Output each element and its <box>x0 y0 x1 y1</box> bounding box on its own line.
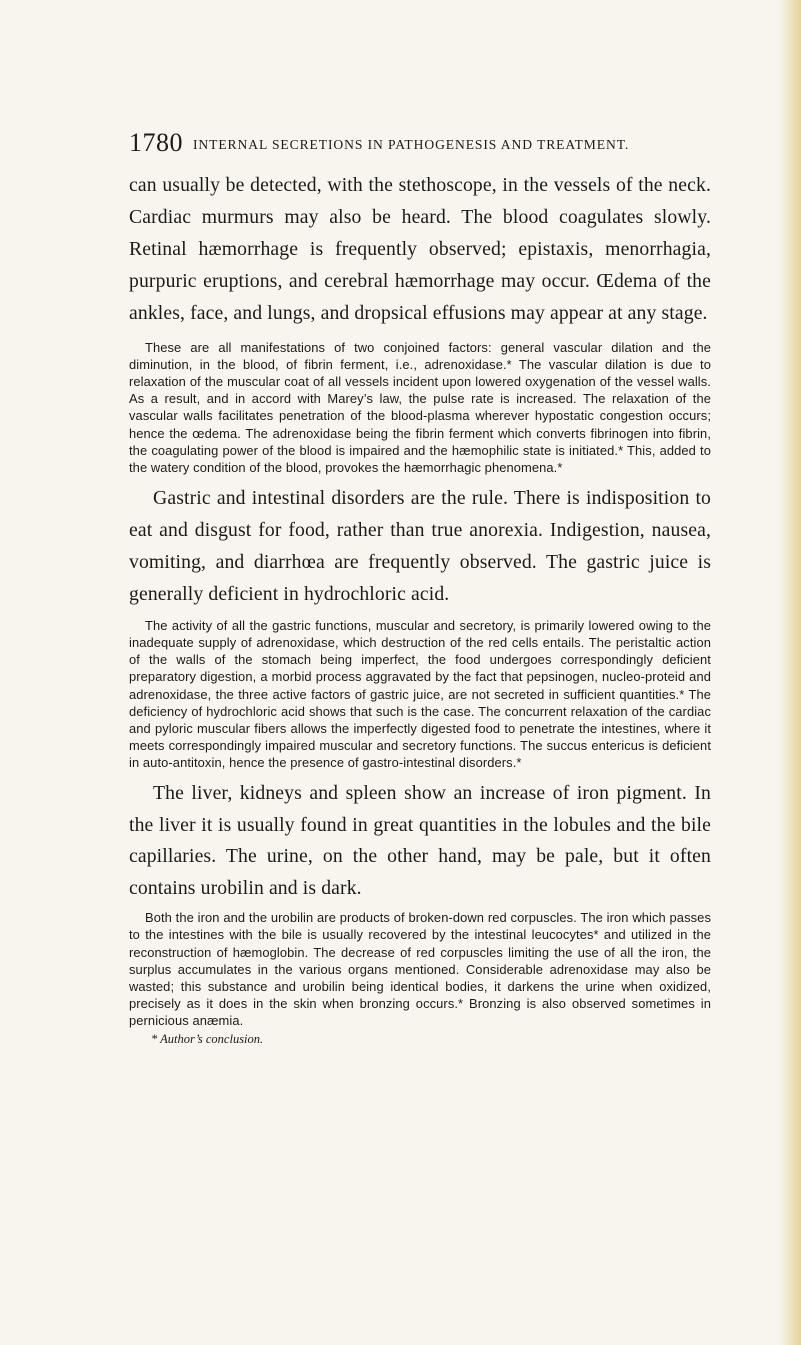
paragraph-cardiac-symptoms: can usually be detected, with the stethoscope, in the vessels of the neck. Cardiac murmurs may also be heard. The blood coagulates slowly. Retinal hæmorrhage is frequently observed; epistaxis, menorrhagia, purpuric eruptions, and cerebral hæmorrhage may occur. Œdema of the ankles, face, and lungs, and dropsical effusions may appear at any stage. <box>129 174 711 324</box>
note-iron-urobilin: Both the iron and the urobilin are products of broken-down red corpuscles. The iron which passes to the intestines with the bile is usually recovered by the intestinal leucocytes* and utilized in the reconstruction of hæmoglobin. The decrease of red corpuscles limiting the use of all the iron, the surplus accumulates in the various organs mentioned. Considerable adrenoxidase may also be wasted; this substance and urobilin being identical bodies, it darkens the urine when oxidized, precisely as it does in the skin when bronzing occurs.* Bronzing is also observed sometimes in pernicious anæmia. <box>129 910 711 1029</box>
note-vascular-dilation: These are all manifestations of two conjoined factors: general vascular dilation and the diminution, in the blood, of fibrin ferment, i.e., adrenoxidase.* The vascular dilation is due to relaxation of the muscular coat of all vessels incident upon lowered oxygenation of the vessel walls. As a result, and in accord with Marey’s law, the pulse rate is increased. The relaxation of the vascular walls facilitates penetration of the blood-plasma wherever hypostatic congestion occurs; hence the œdema. The adrenoxidase being the fibrin ferment which converts fibrinogen into fibrin, the coagulating power of the blood is impaired and the hæmophilic state is initiated.* This, added to the watery condition of the blood, provokes the hæmorrhagic phenomena.* <box>129 339 711 475</box>
page-number: 1780 <box>129 128 183 157</box>
paragraph-iron-pigment: The liver, kidneys and spleen show an increase of iron pigment. In the liver it is usually found in great quantities in the lobules and the bile capillaries. The urine, on the other hand, may be pale, but it often contains urobilin and is dark. <box>129 781 711 900</box>
running-head: INTERNAL SECRETIONS IN PATHOGENESIS AND TREATMENT. <box>193 137 630 152</box>
footnote: * Author’s conclusion. <box>151 1031 264 1046</box>
paragraph-gastric-disorders: Gastric and intestinal disorders are the rule. There is indisposition to eat and disgust for food, rather than true anorexia. Indigestion, nausea, vomiting, and diarrhœa are frequently observed. The gastric juice is generally deficient in hydrochloric acid. <box>129 487 711 605</box>
page-edge-shading <box>779 0 801 1345</box>
note-gastric-functions: The activity of all the gastric functions, muscular and secretory, is primarily lowered owing to the inadequate supply of adrenoxidase, which destruction of the red cells entails. The peristaltic action of the walls of the stomach being imperfect, the food undergoes correspondingly deficient preparatory digestion, a morbid process aggravated by the fact that pepsinogen, nucleo-proteid and adrenoxidase, the three active factors of gastric juice, are not secreted in sufficient quantities.* The deficiency of hydrochloric acid shows that such is the case. The concurrent relaxation of the cardiac and pyloric muscular fibers allows the imperfectly digested food to penetrate the intestines, where it meets correspondingly impaired muscular and secretory functions. The succus entericus is deficient in auto-antitoxin, hence the presence of gastro-intestinal disorders.* <box>129 617 711 771</box>
page-header <box>129 128 711 158</box>
book-page <box>129 128 711 1047</box>
